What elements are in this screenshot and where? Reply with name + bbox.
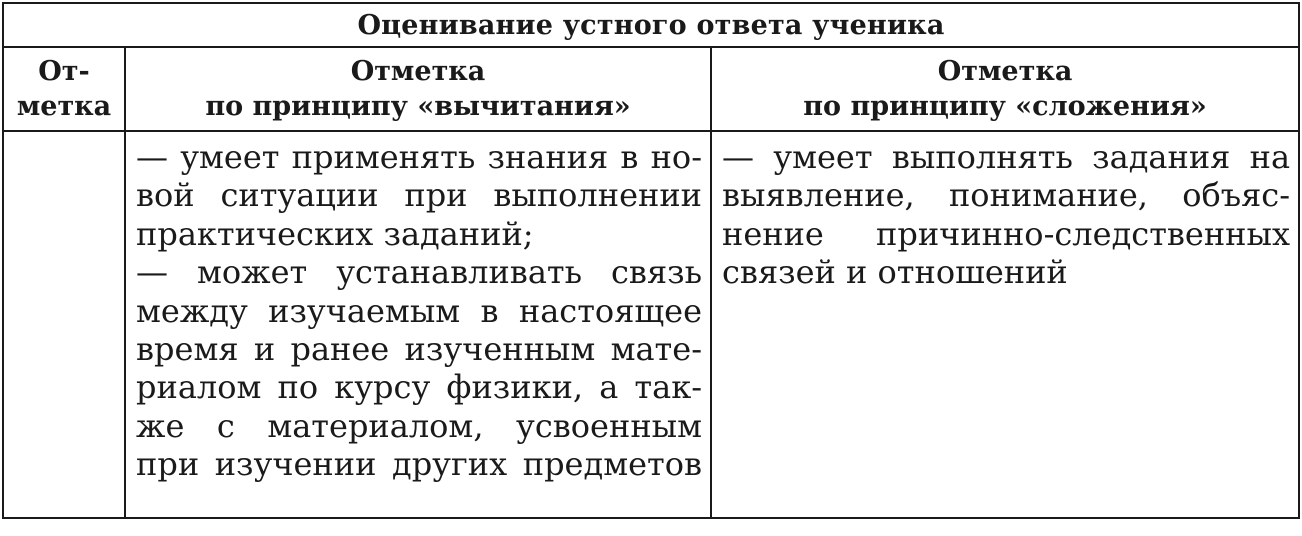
subtraction-line: время и ранее изученным мате- bbox=[136, 330, 702, 369]
subtraction-line: вой ситуации при выполнении bbox=[136, 176, 702, 215]
addition-line: связей и отношений bbox=[722, 253, 1068, 292]
header-subtraction bbox=[125, 47, 711, 131]
subtraction-line: — может устанавливать связь bbox=[136, 253, 702, 292]
cell-mark bbox=[3, 131, 125, 518]
addition-line: выявление, понимание, объяс- bbox=[722, 176, 1291, 215]
header-subtraction-line-2: по принципу «вычитания» bbox=[205, 91, 631, 122]
subtraction-line: практических заданий; bbox=[136, 214, 534, 253]
addition-line: — умеет выполнять задания на bbox=[722, 138, 1291, 176]
table-title: Оценивание устного ответа ученика bbox=[3, 3, 1299, 47]
cell-subtraction bbox=[125, 131, 711, 518]
header-addition bbox=[711, 47, 1299, 131]
subtraction-line: же с материалом, усвоенным bbox=[136, 406, 702, 445]
table-row bbox=[3, 131, 1299, 518]
header-mark-line-1: От- bbox=[38, 56, 90, 87]
header-subtraction-line-1: Отметка bbox=[350, 56, 486, 87]
subtraction-line: — умеет применять знания в но- bbox=[136, 138, 702, 176]
grading-table bbox=[2, 2, 1300, 519]
subtraction-line: при изучении других предметов bbox=[136, 445, 702, 484]
header-addition-line-2: по принципу «сложения» bbox=[803, 91, 1207, 122]
header-mark bbox=[3, 47, 125, 131]
subtraction-line: риалом по курсу физики, а так- bbox=[136, 368, 702, 407]
grading-table-container bbox=[2, 2, 1298, 519]
header-addition-line-1: Отметка bbox=[937, 56, 1073, 87]
addition-line: нение причинно-следственных bbox=[722, 214, 1291, 253]
cell-addition bbox=[711, 131, 1299, 518]
subtraction-line: между изучаемым в настоящее bbox=[136, 291, 702, 330]
header-mark-line-2: метка bbox=[16, 91, 112, 122]
